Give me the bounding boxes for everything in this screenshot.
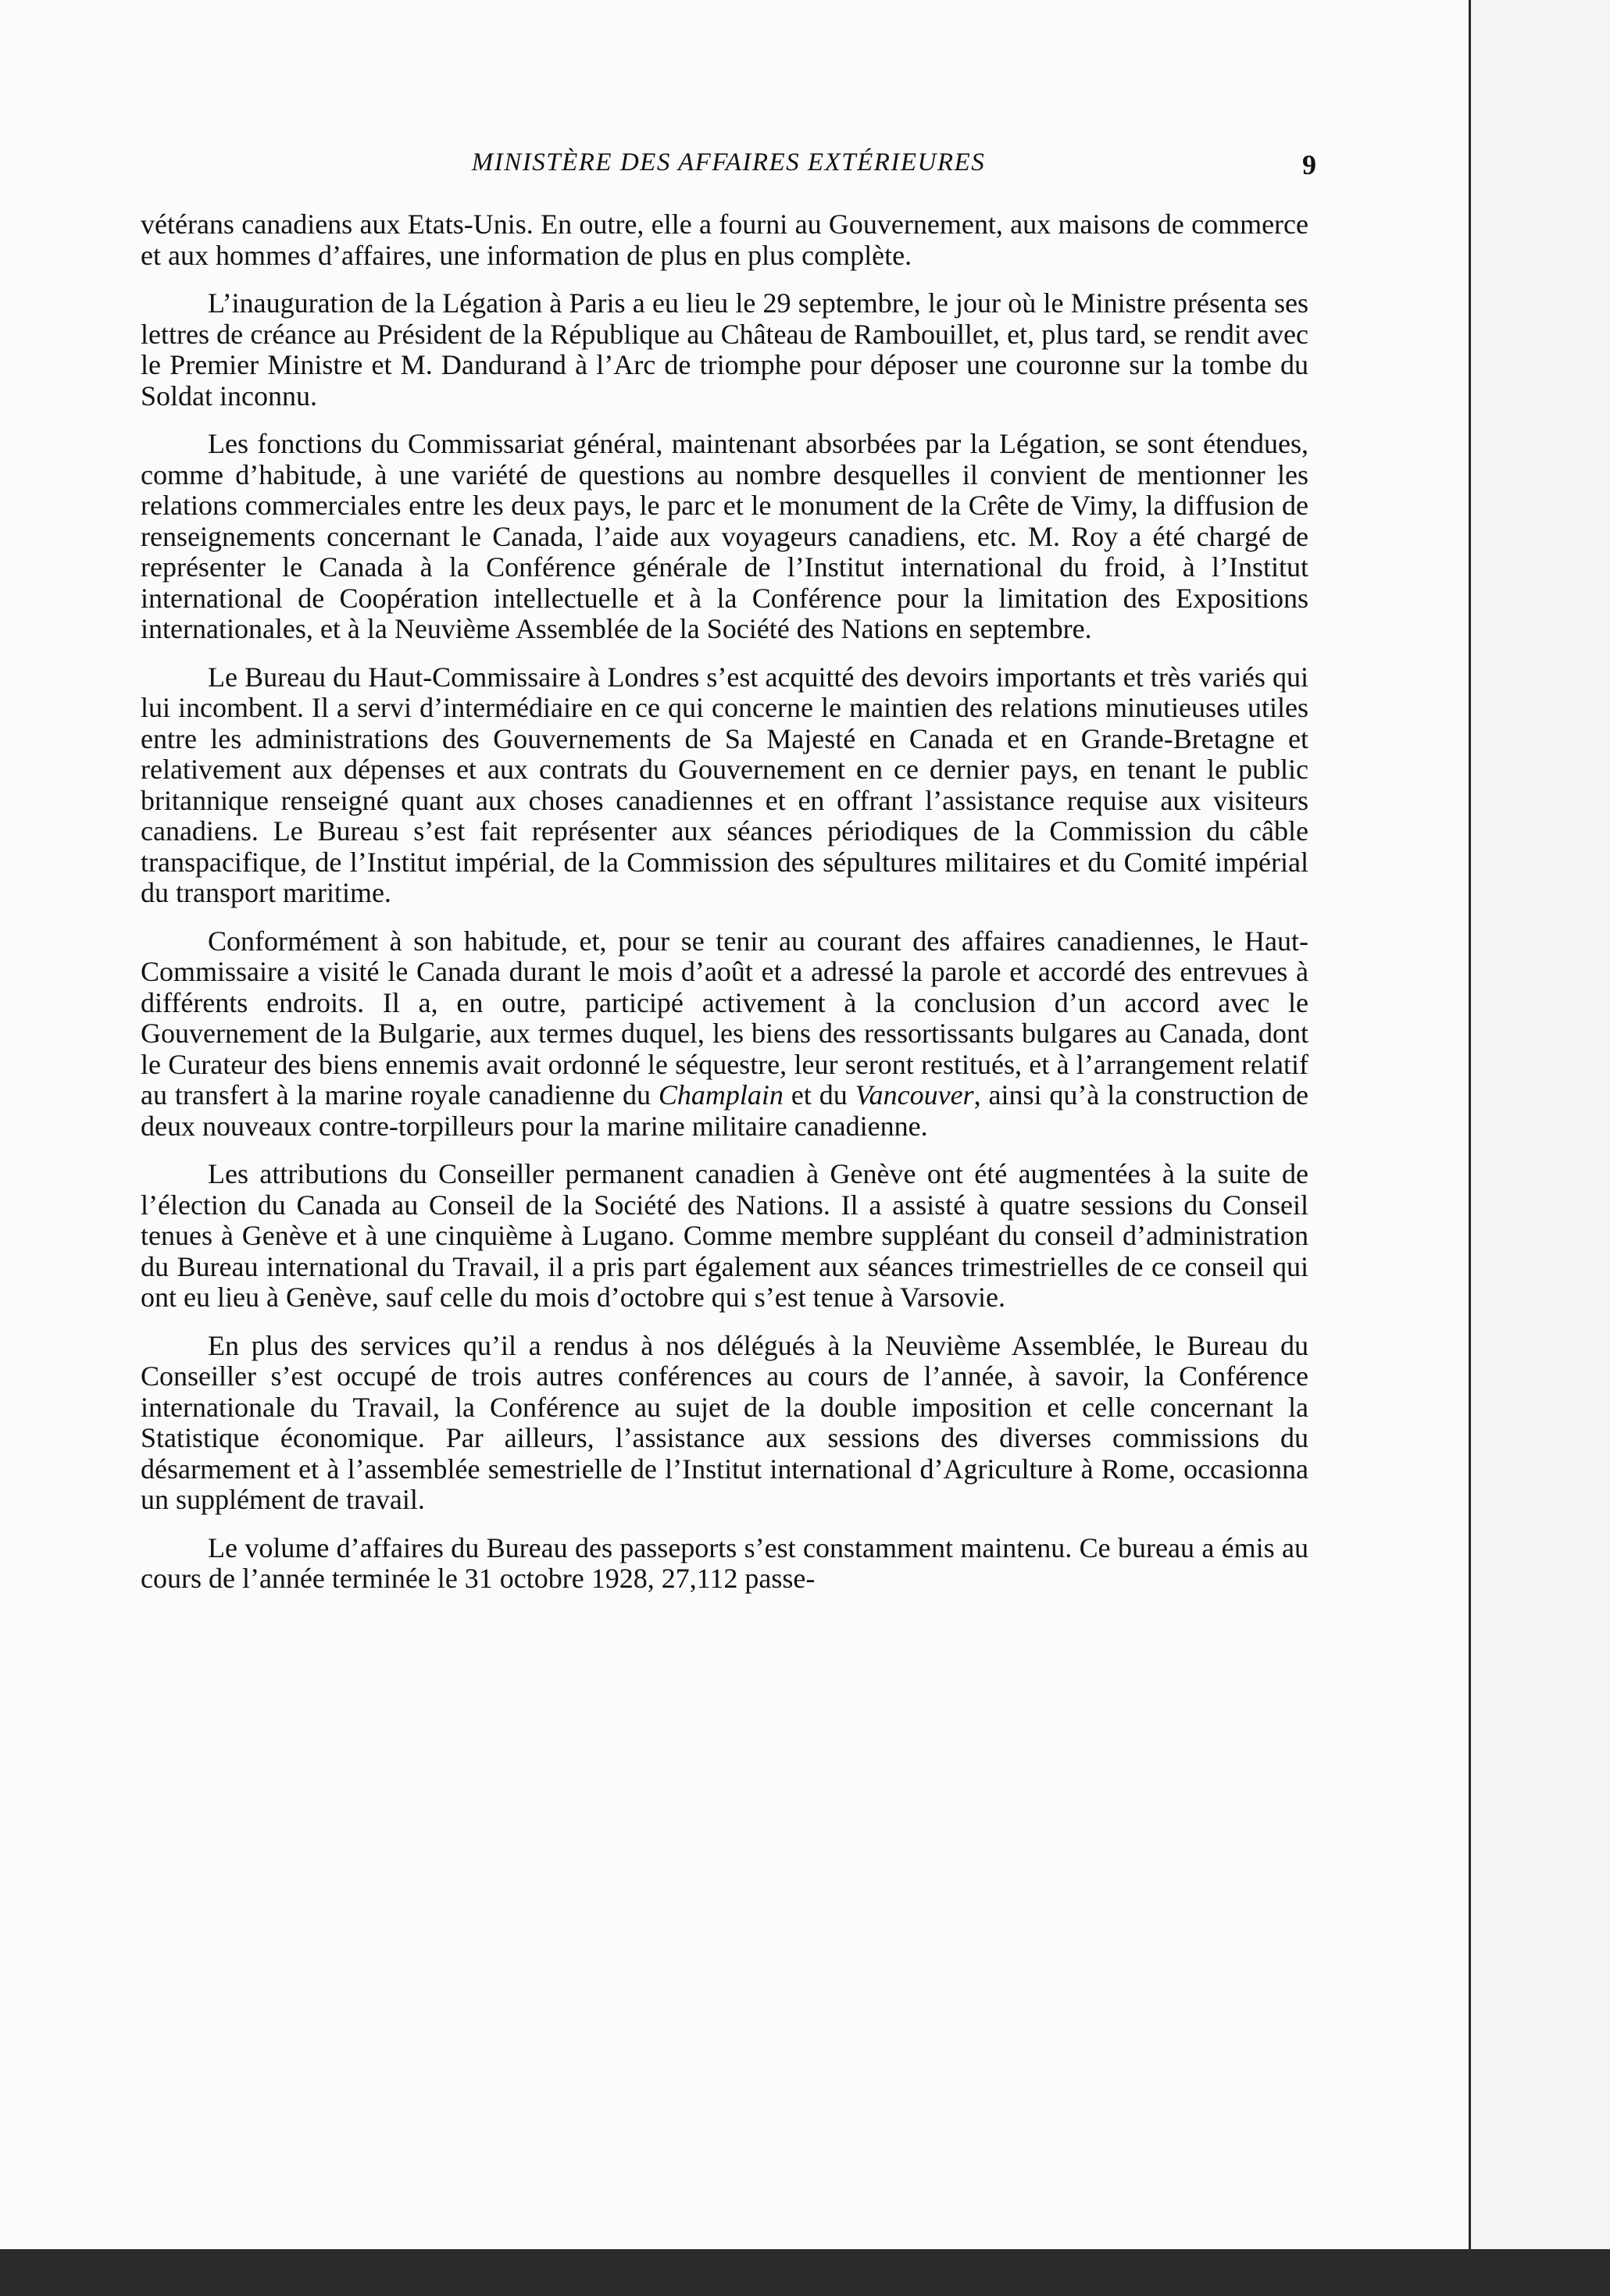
page-header: [141, 148, 1316, 187]
paragraph-1: vétérans canadiens aux Etats-Unis. En outre, elle a fourni au Gouvernement, aux maisons de commerce et aux hommes d’affaires, une information de plus en plus complète.: [141, 209, 1308, 271]
page-number: 9: [1302, 149, 1316, 180]
scan-bottom-margin: [0, 2249, 1610, 2296]
paragraph-5: [141, 926, 1308, 1143]
paragraph-6: Les attributions du Conseiller permanent canadien à Genève ont été augmentées à la suite de l’élection du Canada au Conseil de la Société des Nations. Il a assisté à quatre sessions du Conseil tenues à Genève et à une cinquième à Lugano. Comme membre suppléant du conseil d’administration du Bureau international du Travail, il a pris part également aux séances trimestrielles de ce conseil qui ont eu lieu à Genève, sauf celle du mois d’octobre qui s’est tenue à Varsovie.: [141, 1158, 1308, 1313]
paragraph-5-text-after: , ainsi qu’à la construction de deux nouveaux contre-torpilleurs pour la marine militaire canadienne.: [141, 1079, 1308, 1142]
running-head: MINISTÈRE DES AFFAIRES EXTÉRIEURES: [471, 148, 986, 176]
paragraph-4: Le Bureau du Haut-Commissaire à Londres s’est acquitté des devoirs importants et très variés qui lui incombent. Il a servi d’intermédiaire en ce qui concerne le maintien des relations minutieuses utiles entre les administrations des Gouvernements de Sa Majesté en Canada et en Grande-Bretagne et relativement aux dépenses et aux contrats du Gouvernement en ce dernier pays, en tenant le public britannique renseigné quant aux choses canadiennes et en offrant l’assistance requise aux visiteurs canadiens. Le Bureau s’est fait représenter aux séances périodiques de la Commission du câble transpacifique, de l’Institut impérial, de la Commission des sépultures militaires et du Comité impérial du transport maritime.: [141, 661, 1308, 908]
paragraph-8: Le volume d’affaires du Bureau des passeports s’est constamment maintenu. Ce bureau a émis au cours de l’année terminée le 31 octobre 1928, 27,112 passe-: [141, 1531, 1308, 1594]
ship-name-champlain: Champlain: [658, 1079, 784, 1111]
body-text: [141, 209, 1308, 1595]
ship-name-vancouver: Vancouver: [855, 1079, 974, 1111]
paragraph-2: L’inauguration de la Légation à Paris a eu lieu le 29 septembre, le jour où le Ministre présenta ses lettres de créance au Président de la République au Château de Rambouillet, et, plus tard, se rendit avec le Premier Ministre et M. Dandurand à l’Arc de triomphe pour déposer une couronne sur la tombe du Soldat inconnu.: [141, 287, 1308, 412]
paragraph-3: Les fonctions du Commissariat général, maintenant absorbées par la Légation, se sont étendues, comme d’habitude, à une variété de questions au nombre desquelles il convient de mentionner les relations commerciales entre les deux pays, le parc et le monument de la Crête de Vimy, la diffusion de renseignements concernant le Canada, l’aide aux voyageurs canadiens, etc. M. Roy a été chargé de représenter le Canada à la Conférence générale de l’Institut international du froid, à l’Institut international de Coopération intellectuelle et à la Conférence pour la limitation des Expositions internationales, et à la Neuvième Assemblée de la Société des Nations en septembre.: [141, 428, 1308, 644]
paragraph-5-text-middle: et du: [783, 1079, 855, 1111]
paragraph-7: En plus des services qu’il a rendus à nos délégués à la Neuvième Assemblée, le Bureau du Conseiller s’est occupé de trois autres conférences au cours de l’année, à savoir, la Conférence internationale du Travail, la Conférence au sujet de la double imposition et celle concernant la Statistique économique. Par ailleurs, l’assistance aux sessions des diverses commissions du désarmement et à l’assemblée semestrielle de l’Institut international d’Agriculture à Rome, occasionna un supplément de travail.: [141, 1329, 1308, 1515]
scan-right-margin: [1469, 0, 1610, 2296]
paragraph-5-text-before: Conformément à son habitude, et, pour se tenir au courant des affaires canadiennes, le Haut-Commissaire a visité le Canada durant le mois d’août et a adressé la parole et accordé des entrevues à différents endroits. Il a, en outre, participé activement à la conclusion d’un accord avec le Gouvernement de la Bulgarie, aux termes duquel, les biens des ressortissants bulgares au Canada, dont le Curateur des biens ennemis avait ordonné le séquestre, leur seront restitués, et à l’arrangement relatif au transfert à la marine royale canadienne du: [141, 925, 1308, 1111]
